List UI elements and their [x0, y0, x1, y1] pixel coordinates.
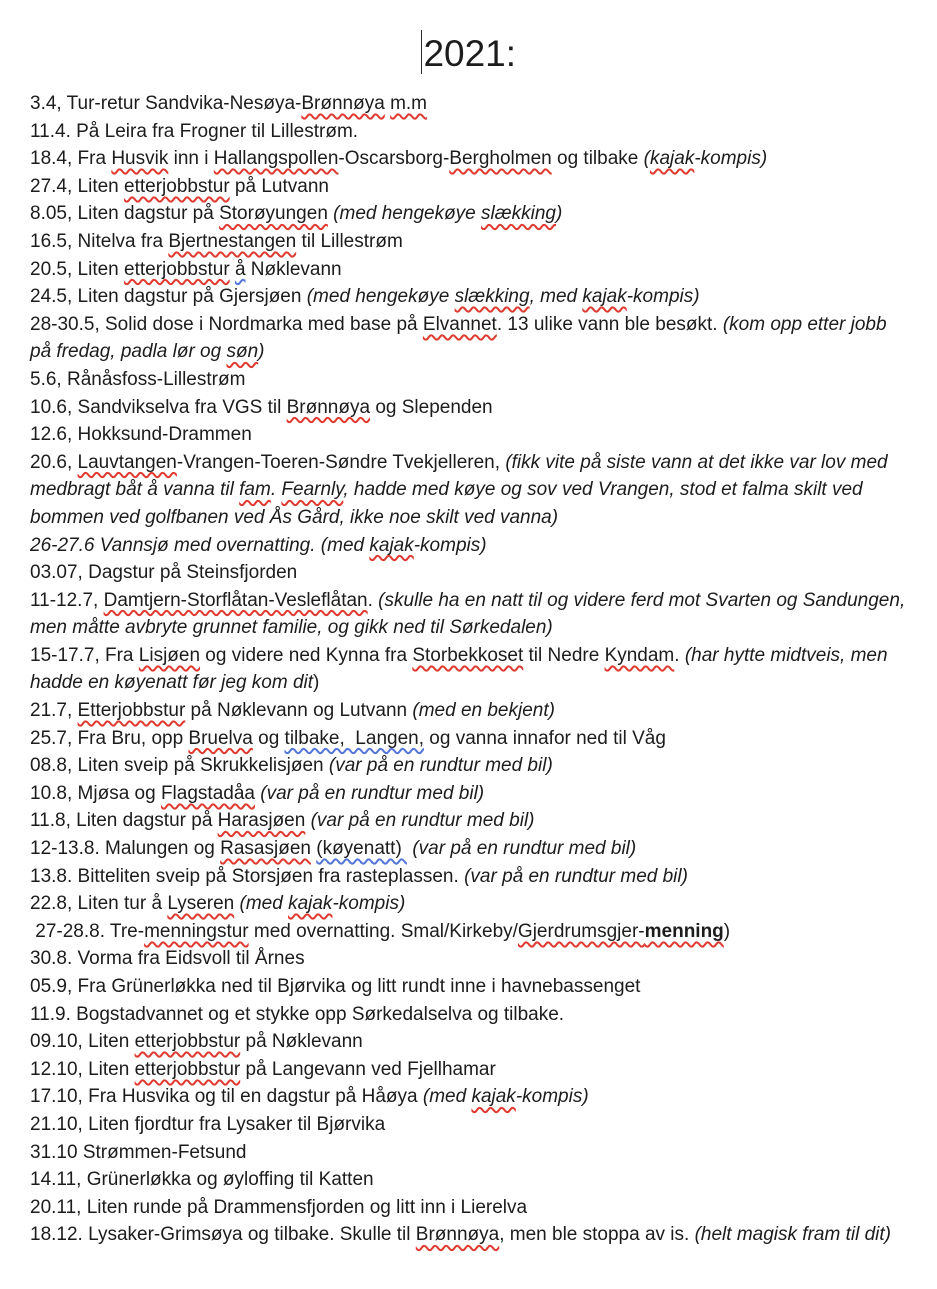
document-body[interactable] — [30, 90, 911, 1249]
text-segment: etterjobbstur — [134, 1031, 241, 1053]
text-segment: (skulle ha en natt til og videre ferd mot Svarten og Sandungen, men måtte avbryte grunnet familie, og gikk ned til Sørkedalen) — [30, 589, 911, 639]
text-segment: (fikk vite på siste vann at det ikke var lov med medbragt båt å vanna til — [30, 451, 893, 501]
document-line[interactable] — [30, 918, 907, 946]
text-segment: på Nøklevann og Lutvann — [185, 700, 413, 722]
text-segment: 20.5, Liten — [30, 258, 125, 280]
text-segment: inn i — [168, 148, 214, 170]
text-segment: 8.05, Liten dagstur på — [30, 203, 220, 225]
document-line[interactable] — [30, 835, 907, 863]
document-line[interactable] — [30, 1166, 907, 1194]
text-segment: 12.10, Liten — [30, 1058, 135, 1080]
text-segment: (var på en rundtur med bil) — [260, 782, 485, 804]
text-segment: ) — [313, 672, 320, 694]
document-line[interactable] — [30, 118, 907, 146]
text-segment: (var på en rundtur med bil) — [310, 810, 535, 832]
text-segment: -kompis) — [694, 148, 768, 170]
text-segment: fam — [239, 479, 271, 501]
text-segment: tilbake, Langen, — [284, 727, 424, 749]
text-segment: (med hengekøye — [306, 286, 455, 308]
text-segment: ( — [643, 148, 650, 170]
document-line[interactable] — [30, 752, 907, 780]
document-line[interactable] — [30, 807, 907, 835]
text-segment: 15-17.7, Fra — [30, 644, 139, 666]
text-segment: ) — [258, 341, 265, 363]
text-segment: 03.07, Dagstur på Steinsfjorden — [30, 562, 298, 584]
document-title: 2021: — [423, 33, 517, 74]
text-segment: 3.4, Tur-retur Sandvika-Nesøya- — [30, 93, 302, 114]
text-segment: Brønnøya — [286, 396, 371, 418]
text-segment: Fearnly — [281, 479, 344, 501]
text-segment: Lisjøen — [138, 644, 201, 666]
document-line[interactable] — [30, 559, 907, 587]
document-line[interactable] — [30, 642, 907, 697]
text-segment: Hallangspollen — [213, 148, 339, 170]
text-segment: slækking — [481, 203, 557, 225]
text-segment: 05.9, Fra Grünerløkka ned til Bjørvika og litt rundt inne i havnebassenget — [30, 976, 641, 997]
document-line[interactable] — [30, 973, 907, 1001]
text-segment: 14.11, Grünerløkka og øyloffing til Katten — [30, 1169, 374, 1191]
text-segment: -kompis) — [515, 1086, 589, 1108]
text-segment: 18.12. Lysaker-Grimsøya og tilbake. Skulle til — [30, 1224, 416, 1246]
text-segment: 28-30.5, Solid dose i Nordmarka med base på — [30, 313, 423, 335]
document-line[interactable] — [30, 1139, 907, 1167]
document-line[interactable] — [30, 1056, 907, 1084]
text-segment: Brønnøya — [415, 1224, 500, 1246]
text-segment: med overnatting. Smal/Kirkeby/ — [248, 920, 518, 942]
text-segment: (med — [239, 893, 289, 915]
text-segment: -kompis) — [413, 534, 487, 556]
text-segment: og — [252, 727, 285, 749]
document-line[interactable] — [30, 366, 907, 394]
text-segment: Flagstadåa — [160, 782, 255, 804]
document-line[interactable] — [30, 1194, 907, 1222]
text-segment: kajak — [582, 286, 627, 308]
text-segment: Etterjobbstur — [77, 700, 186, 722]
text-segment: (var på en rundtur med bil) — [412, 838, 637, 860]
text-segment: , med — [529, 286, 583, 308]
document-line[interactable] — [30, 587, 911, 642]
text-segment: 20.6, — [30, 451, 78, 473]
text-segment: , men ble stoppa av is. — [499, 1224, 695, 1246]
text-segment: 11-12.7, — [30, 589, 104, 611]
document-line[interactable] — [30, 890, 907, 918]
text-segment: 22.8, Liten tur å — [30, 893, 168, 915]
text-segment: . — [367, 589, 379, 611]
text-segment: 17.10, Fra Husvika og til en dagstur på Håøya — [30, 1086, 423, 1108]
text-segment: og vanna innafor ned til Våg — [424, 727, 666, 749]
text-segment: og videre ned Kynna fra — [200, 644, 413, 666]
document-line[interactable] — [30, 725, 907, 753]
text-segment: Lyseren — [167, 893, 235, 915]
text-segment: 12-13.8. Malungen og — [30, 838, 221, 860]
document-line[interactable] — [30, 283, 907, 311]
text-segment: 5.6, Rånåsfoss-Lillestrøm — [30, 368, 246, 390]
document-line[interactable] — [30, 311, 907, 366]
text-segment: ) — [723, 920, 731, 942]
text-segment: 11.8, Liten dagstur på — [30, 810, 218, 832]
document-line[interactable] — [30, 228, 907, 256]
text-segment: å — [234, 258, 246, 280]
text-segment: Damtjern-Storflåtan-Vesleflåtan — [103, 589, 368, 611]
text-segment: søn — [226, 341, 259, 363]
text-segment: (med hengekøye — [333, 203, 482, 225]
document-line[interactable] — [30, 394, 907, 422]
text-segment: Bruelva — [188, 727, 253, 749]
text-segment: på Lutvann — [229, 175, 329, 197]
document-line[interactable] — [30, 173, 907, 201]
text-segment: 20.11, Liten runde på Drammensfjorden og litt inn i Lierelva — [30, 1196, 528, 1218]
text-segment: og tilbake — [551, 148, 644, 170]
text-segment: på Langevann ved Fjellhamar — [240, 1058, 496, 1080]
document-line[interactable] — [30, 421, 907, 449]
text-segment: 11.4. På Leira fra Frogner til Lillestrøm. — [30, 120, 359, 142]
text-segment: -kompis) — [626, 286, 700, 308]
document-line[interactable] — [30, 145, 907, 173]
text-segment: Rasasjøen — [220, 838, 311, 860]
document-line[interactable] — [30, 1221, 907, 1249]
text-segment: (var på en rundtur med bil) — [464, 865, 688, 887]
text-segment: Storøyungen — [219, 203, 328, 225]
text-segment: (kom opp etter jobb på fredag, padla lør og — [30, 313, 892, 363]
text-segment: kajak — [288, 893, 333, 915]
document-line[interactable] — [30, 90, 907, 118]
text-segment: (har hytte midtveis, men hadde en køyenatt før jeg kom dit — [30, 644, 893, 694]
text-segment: 27.4, Liten — [30, 175, 125, 197]
text-segment: etterjobbstur — [124, 258, 230, 280]
text-segment: (køyenatt) — [316, 838, 408, 860]
text-segment: Gjerdrumsgjer- — [517, 920, 645, 942]
text-segment: . — [270, 479, 282, 501]
text-segment: -Oscarsborg- — [338, 148, 450, 170]
text-segment: menning — [644, 920, 724, 942]
text-segment: slækking — [454, 286, 530, 308]
document-title-row[interactable] — [30, 30, 907, 77]
text-segment: kajak — [649, 148, 695, 170]
document-line[interactable] — [30, 532, 907, 560]
document-line[interactable] — [30, 945, 907, 973]
text-segment: Harasjøen — [217, 810, 306, 832]
text-segment: 30.8. Vorma fra Eidsvoll til Årnes — [30, 948, 305, 970]
text-segment: Nøklevann — [245, 258, 342, 280]
text-segment: på Nøklevann — [240, 1031, 363, 1053]
text-segment: etterjobbstur — [134, 1058, 241, 1080]
text-segment: m.m — [390, 93, 428, 114]
document-line[interactable] — [30, 449, 907, 532]
document-line[interactable] — [30, 697, 907, 725]
text-segment: 21.7, — [30, 700, 78, 722]
document-line[interactable] — [30, 1111, 907, 1139]
text-segment: Lauvtangen — [77, 451, 177, 473]
text-segment: 25.7, Fra Bru, opp — [30, 727, 189, 749]
document-line[interactable] — [30, 1001, 907, 1029]
text-segment: 10.6, Sandvikselva fra VGS til — [30, 396, 287, 418]
text-segment: (helt magisk fram til dit) — [694, 1224, 891, 1246]
text-segment: 16.5, Nitelva fra — [30, 230, 169, 252]
text-segment: , hadde med køye og sov ved Vrangen, stod et falma skilt ved bommen ved golfbanen ved Ås Gård, ikke noe skilt ved vanna) — [30, 479, 868, 528]
text-segment: -kompis) — [332, 893, 406, 915]
text-segment: (med en bekjent) — [412, 700, 555, 722]
document-line[interactable] — [30, 256, 907, 284]
document-line[interactable] — [30, 200, 907, 228]
text-segment: Husvik — [111, 148, 169, 170]
text-segment: Kyndam — [604, 644, 675, 666]
text-segment: og Slependen — [370, 396, 493, 418]
text-segment: 12.6, Hokksund-Drammen — [30, 424, 252, 446]
text-segment: 13.8. Bitteliten sveip på Storsjøen fra rasteplassen. — [30, 865, 465, 887]
text-segment: (med — [422, 1086, 472, 1108]
text-segment: 31.10 Strømmen-Fetsund — [30, 1141, 247, 1163]
text-segment: til Lillestrøm — [296, 230, 403, 252]
text-segment: Brønnøya — [301, 93, 385, 114]
text-segment: Storbekkoset — [412, 644, 524, 666]
text-segment: til Nedre — [523, 644, 605, 666]
text-segment: Bergholmen — [449, 148, 552, 170]
text-segment: ) — [556, 203, 563, 225]
text-segment: kajak — [471, 1086, 516, 1108]
text-segment: 26-27.6 Vannsjø med overnatting. (med — [30, 534, 370, 556]
text-segment: 18.4, Fra — [30, 148, 112, 170]
text-segment: menningstur — [144, 920, 249, 942]
text-segment: . 13 ulike vann ble besøkt. — [496, 313, 723, 335]
text-segment: Elvannet — [422, 313, 497, 335]
text-segment: etterjobbstur — [124, 175, 230, 197]
text-segment: 11.9. Bogstadvannet og et stykke opp Sørkedalselva og tilbake. — [30, 1003, 565, 1025]
document-line[interactable] — [30, 780, 907, 808]
text-segment: 24.5, Liten dagstur på Gjersjøen — [30, 286, 307, 308]
text-segment: kajak — [369, 534, 414, 556]
text-segment: . — [674, 644, 685, 666]
text-segment: 09.10, Liten — [30, 1031, 135, 1053]
document-line[interactable] — [30, 1028, 907, 1056]
text-segment: 10.8, Mjøsa og — [30, 782, 161, 804]
text-segment: (var på en rundtur med bil) — [328, 755, 553, 777]
document-line[interactable] — [30, 863, 907, 891]
text-segment: 27-28.8. Tre- — [30, 920, 145, 942]
text-segment: -Vrangen-Toeren-Søndre Tvekjelleren, — [176, 451, 506, 473]
text-segment: 21.10, Liten fjordtur fra Lysaker til Bjørvika — [30, 1113, 386, 1135]
text-segment: 08.8, Liten sveip på Skrukkelisjøen — [30, 755, 329, 777]
text-segment: Bjertnestangen — [168, 230, 297, 252]
document-line[interactable] — [30, 1083, 907, 1111]
